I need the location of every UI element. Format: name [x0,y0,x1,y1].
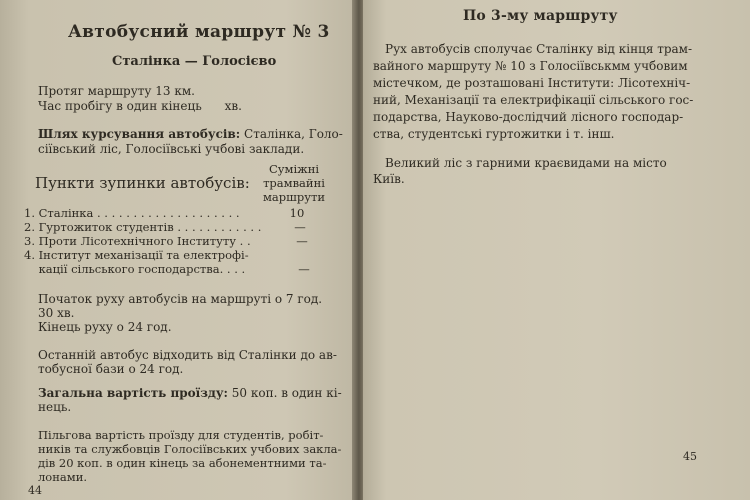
page-number: 45 [683,450,697,463]
discount-fare-4: лонами. [38,470,88,484]
left-page [0,0,357,500]
paragraph-line: Великий ліс з гарними краєвидами на місто [385,156,667,170]
page-number: 44 [28,484,42,497]
paragraph-line: містечком, де розташовані Інститути: Лісотехніч- [373,76,691,90]
stop-2-tram: — [294,220,306,234]
route-path-label: Шлях курсування автобусів: [38,127,241,141]
page-title: Автобусний маршрут № 3 [68,22,330,42]
page-title: По 3-му маршруту [463,8,618,24]
paragraph-line: Київ. [373,172,405,186]
paragraph-line: Рух автобусів сполучає Сталінку від кінця трам- [385,42,693,56]
route-length: Протяг маршруту 13 км. [38,84,195,98]
stops-heading: Пункти зупинки автобусів: [35,174,250,192]
fare-cont: нець. [38,400,72,414]
stop-3: 3. Проти Лісотехнічного Інституту . . [24,234,251,248]
fare-value: 50 коп. в один кі- [231,386,342,400]
discount-fare-1: Пільгова вартість проїзду для студентів, робіт- [38,428,324,442]
stop-1-tram: 10 [289,206,305,220]
paragraph-line: подарства, Науково-дослідчий лісного господар- [373,110,684,124]
stop-1: 1. Сталінка . . . . . . . . . . . . . . . . . . . . [24,206,240,220]
service-end: Кінець руху о 24 год. [38,320,172,334]
route-path-text: Сталінка, Голо- [244,127,343,141]
discount-fare-2: ників та службовців Голосіївських учбових закла- [38,442,342,456]
route-path [38,127,343,142]
stop-3-tram: — [296,234,308,248]
service-start-cont: 30 хв. [38,306,75,320]
stop-4-tram: — [298,262,310,276]
route-subtitle: Сталінка — Голосієво [112,54,277,69]
right-page [363,0,750,500]
fare-label: Загальна вартість проїзду: [38,386,228,400]
stop-2: 2. Гуртожиток студентів . . . . . . . . . . . . [24,220,262,234]
tram-column-heading: Суміжні трамвайні маршрути [262,162,325,204]
discount-fare-3: дів 20 коп. в один кінець за абонементними та- [38,456,327,470]
stop-4: 4. Інститут механізації та електрофі- [24,248,249,262]
stop-4-cont: кації сільського господарства. . . . [24,262,246,276]
last-bus: Останній автобус відходить від Сталінки до ав- [38,348,337,362]
service-start: Початок руху автобусів на маршруті о 7 год. [38,292,323,306]
route-path-cont: сіївський ліс, Голосіївські учбові заклади. [38,142,305,156]
route-time: Час пробігу в один кінець хв. [38,99,242,113]
paragraph-line: ства, студентські гуртожитки і т. інш. [373,127,615,141]
paragraph-line: вайного маршруту № 10 з Голосіївськмм учбовим [373,59,688,73]
last-bus-cont: тобусної бази о 24 год. [38,362,184,376]
fare [38,386,342,401]
paragraph-line: ний, Механізації та електрифікації сільського гос- [373,93,694,107]
